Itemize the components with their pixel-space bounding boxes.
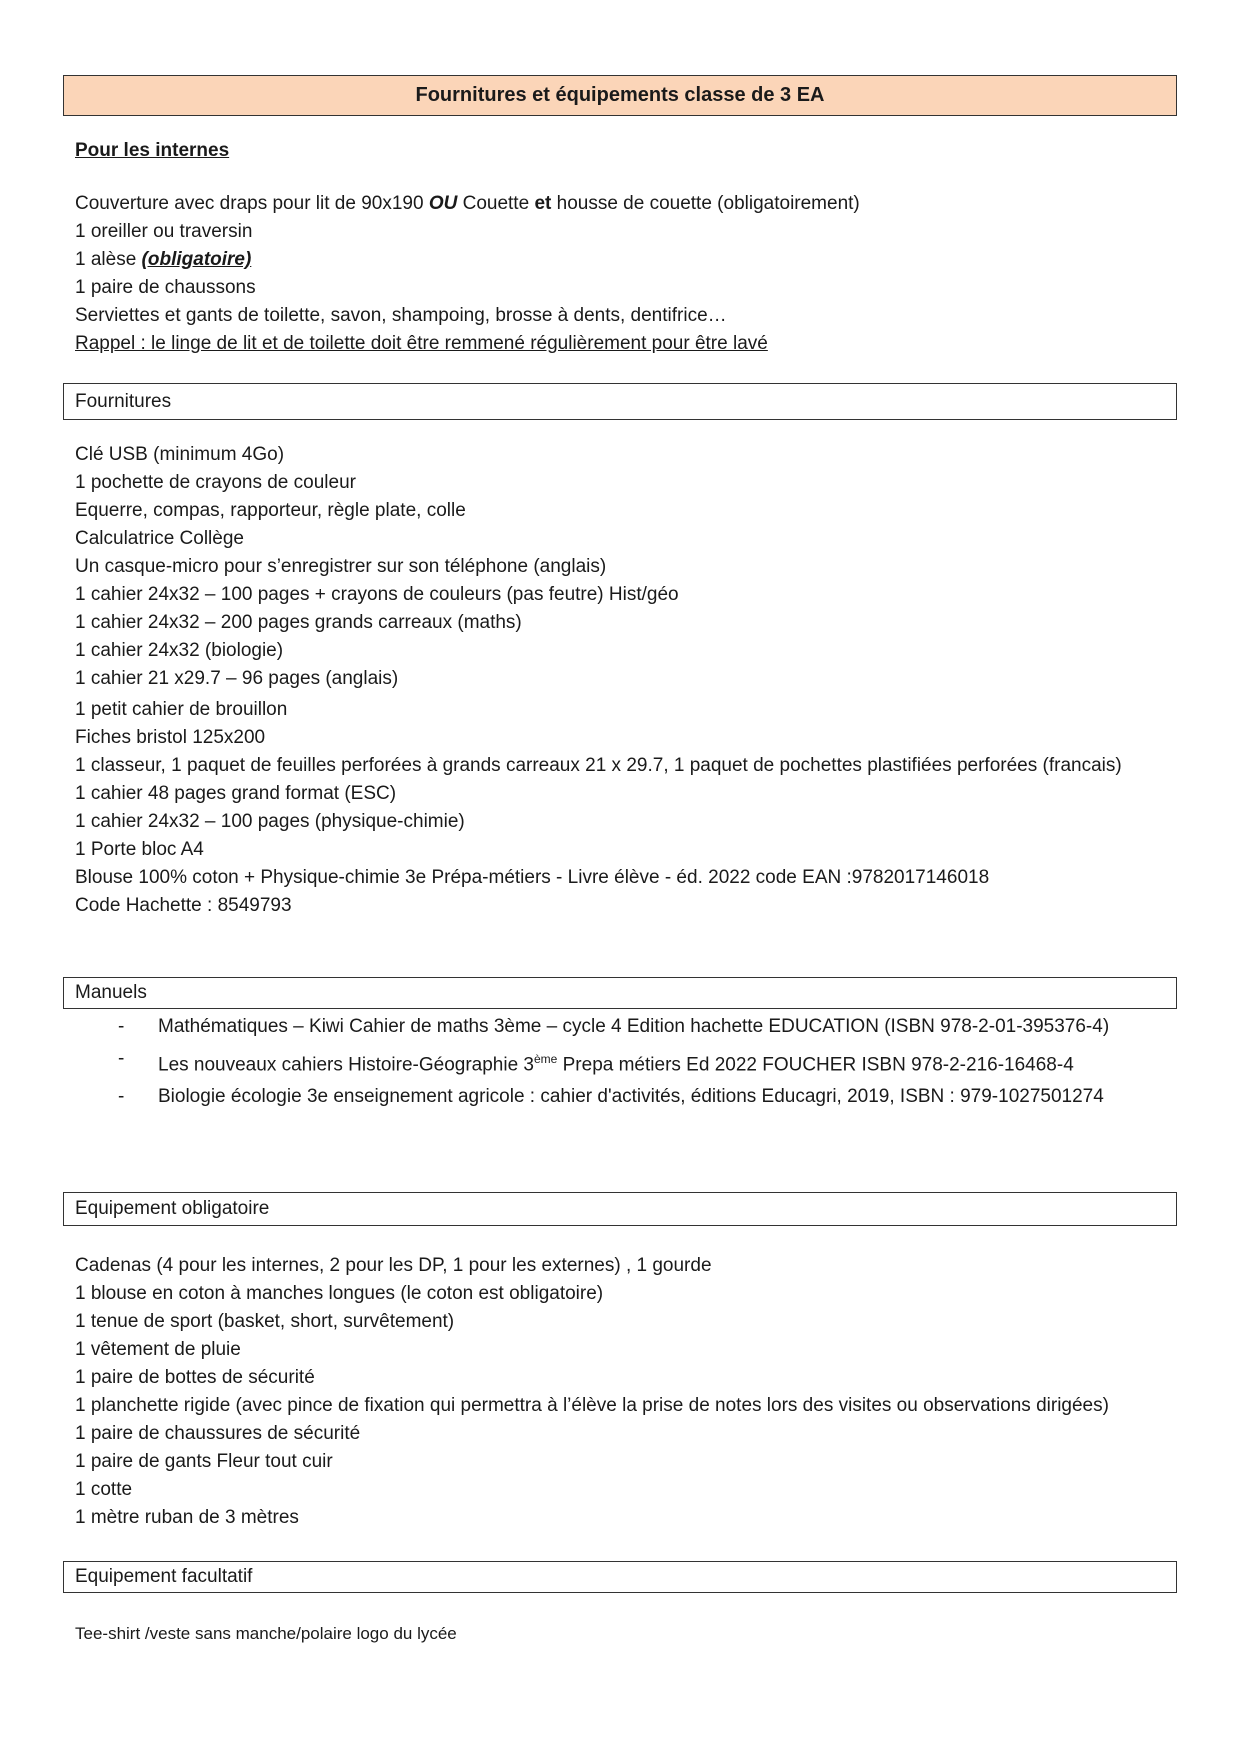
facultatif-heading: Equipement facultatif	[75, 1566, 253, 1587]
list-item: 1 paire de chaussures de sécurité	[75, 1423, 361, 1444]
obligatoire-heading-box	[63, 1192, 1177, 1226]
list-item: Calculatrice Collège	[75, 528, 244, 549]
list-item: 1 paire de bottes de sécurité	[75, 1367, 315, 1388]
list-item: - Biologie écologie 3e enseignement agricole : cahier d'activités, éditions Educagri, 2019, ISBN : 979-1027501274	[118, 1081, 1158, 1113]
list-item: Un casque-micro pour s’enregistrer sur son téléphone (anglais)	[75, 556, 607, 577]
list-item: Blouse 100% coton + Physique-chimie 3e Prépa-métiers - Livre élève - éd. 2022 code EAN :9782017146018	[75, 867, 990, 888]
internes-line: Couverture avec draps pour lit de 90x190 OU Couette et housse de couette (obligatoirement)	[75, 193, 860, 214]
facultatif-list	[75, 1620, 1175, 1648]
list-item: 1 cahier 21 x29.7 – 96 pages (anglais)	[75, 668, 399, 689]
facultatif-heading-box	[63, 1561, 1177, 1593]
list-item: 1 petit cahier de brouillon	[75, 699, 288, 720]
internes-line: 1 oreiller ou traversin	[75, 221, 253, 242]
list-item: 1 vêtement de pluie	[75, 1339, 241, 1360]
manuels-heading: Manuels	[75, 982, 147, 1003]
list-item: 1 paire de gants Fleur tout cuir	[75, 1451, 333, 1472]
obligatoire-list	[75, 1252, 1175, 1532]
list-item: 1 cahier 24x32 (biologie)	[75, 640, 284, 661]
internes-heading: Pour les internes	[75, 140, 230, 161]
internes-line: 1 alèse (obligatoire)	[75, 249, 252, 270]
list-item: 1 Porte bloc A4	[75, 839, 204, 860]
list-item: Code Hachette : 8549793	[75, 895, 292, 916]
manuels-list	[118, 1011, 1158, 1113]
list-item: 1 cahier 24x32 – 100 pages + crayons de couleurs (pas feutre) Hist/géo	[75, 584, 679, 605]
list-item: Tee-shirt /veste sans manche/polaire logo du lycée	[75, 1624, 457, 1643]
list-item: 1 cotte	[75, 1479, 133, 1500]
dash-bullet: -	[118, 1048, 125, 1069]
dash-bullet: -	[118, 1016, 125, 1037]
dash-bullet: -	[118, 1086, 125, 1108]
list-item: Cadenas (4 pour les internes, 2 pour les DP, 1 pour les externes) , 1 gourde	[75, 1255, 712, 1276]
fournitures-heading: Fournitures	[75, 390, 172, 412]
list-item: Equerre, compas, rapporteur, règle plate, colle	[75, 500, 466, 521]
list-item: 1 pochette de crayons de couleur	[75, 472, 356, 493]
document-title: Fournitures et équipements classe de 3 EA	[63, 75, 1177, 116]
list-item: 1 classeur, 1 paquet de feuilles perforées à grands carreaux 21 x 29.7, 1 paquet de pochettes plastifiées perforées (francais)	[75, 755, 1122, 776]
manuels-heading-box	[63, 977, 1177, 1009]
list-item: 1 cahier 24x32 – 100 pages (physique-chimie)	[75, 811, 465, 832]
internes-line: 1 paire de chaussons	[75, 277, 256, 298]
list-item: Fiches bristol 125x200	[75, 727, 266, 748]
list-item: - Mathématiques – Kiwi Cahier de maths 3ème – cycle 4 Edition hachette EDUCATION (ISBN 978-2-01-395376-4)	[118, 1011, 1158, 1043]
list-item: - Les nouveaux cahiers Histoire-Géographie 3ème Prepa métiers Ed 2022 FOUCHER ISBN 978-2-216-16468-4	[118, 1043, 1158, 1081]
list-item: 1 blouse en coton à manches longues (le coton est obligatoire)	[75, 1283, 604, 1304]
fournitures-list	[75, 441, 1175, 920]
list-item: 1 tenue de sport (basket, short, survêtement)	[75, 1311, 455, 1332]
internes-line: Serviettes et gants de toilette, savon, shampoing, brosse à dents, dentifrice…	[75, 305, 727, 326]
internes-section	[75, 137, 1175, 358]
list-item: 1 mètre ruban de 3 mètres	[75, 1507, 299, 1528]
fournitures-heading-box	[63, 383, 1177, 420]
obligatoire-heading: Equipement obligatoire	[75, 1198, 270, 1219]
internes-rappel: Rappel : le linge de lit et de toilette doit être remmené régulièrement pour être lavé	[75, 333, 768, 354]
list-item: 1 cahier 24x32 – 200 pages grands carreaux (maths)	[75, 612, 522, 633]
list-item: 1 cahier 48 pages grand format (ESC)	[75, 783, 397, 804]
list-item: 1 planchette rigide (avec pince de fixation qui permettra à l’élève la prise de notes lors des visites ou observations dirigées)	[75, 1395, 1109, 1416]
list-item: Clé USB (minimum 4Go)	[75, 444, 285, 465]
